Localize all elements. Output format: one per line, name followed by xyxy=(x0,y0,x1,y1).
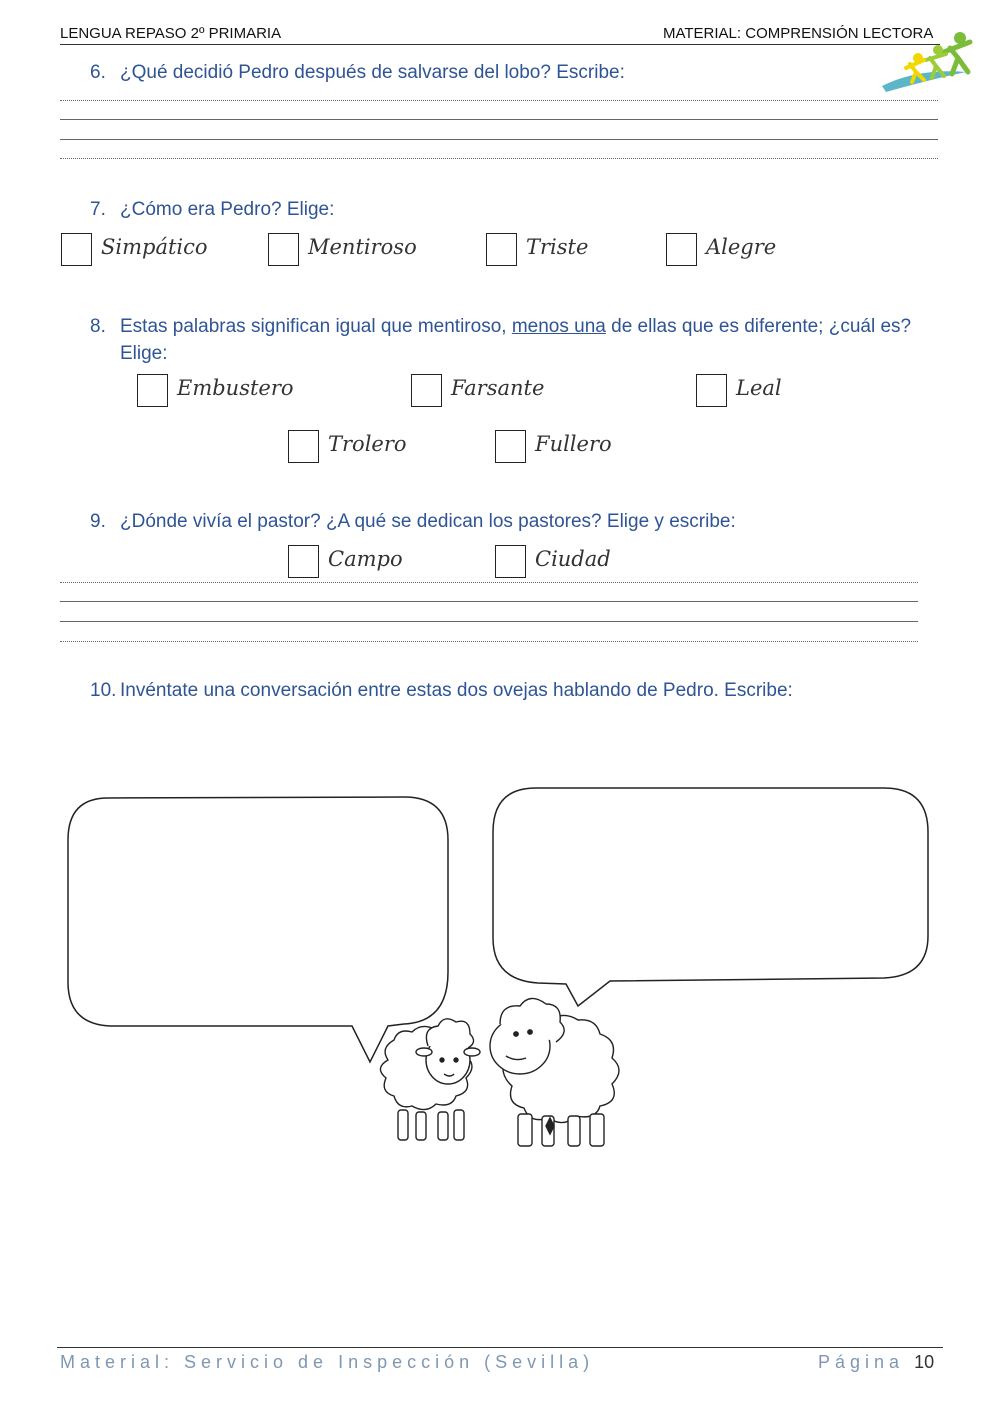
question-6 xyxy=(90,62,625,84)
checkbox[interactable] xyxy=(61,233,92,266)
checkbox[interactable] xyxy=(486,233,517,266)
option-label: Alegre xyxy=(706,235,777,259)
checkbox[interactable] xyxy=(137,374,168,407)
children-logo-icon xyxy=(878,28,974,94)
option-label: Fullero xyxy=(535,432,612,456)
question-7 xyxy=(90,199,334,221)
checkbox[interactable] xyxy=(495,430,526,463)
question-8 xyxy=(90,313,950,367)
option-label: Campo xyxy=(328,547,403,571)
footer-left: Material: Servicio de Inspección (Sevilla) xyxy=(60,1352,595,1372)
answer-line[interactable] xyxy=(60,641,918,642)
header-left: LENGUA REPASO 2º PRIMARIA xyxy=(60,25,282,42)
question-7-text: ¿Cómo era Pedro? Elige: xyxy=(120,199,335,220)
question-9 xyxy=(90,511,736,533)
question-8-text-before: Estas palabras significan igual que mentiroso, xyxy=(120,316,512,337)
answer-line[interactable] xyxy=(60,100,938,101)
checkbox[interactable] xyxy=(696,374,727,407)
checkbox[interactable] xyxy=(288,430,319,463)
option-label: Mentiroso xyxy=(308,235,417,259)
header-divider xyxy=(60,44,940,45)
answer-line[interactable] xyxy=(60,158,938,159)
page-number: 10 xyxy=(914,1352,935,1372)
question-10-text: Invéntate una conversación entre estas dos ovejas hablando de Pedro. Escribe: xyxy=(120,680,793,701)
footer-divider xyxy=(57,1347,943,1348)
question-6-text: ¿Qué decidió Pedro después de salvarse del lobo? Escribe: xyxy=(120,62,625,83)
answer-line[interactable] xyxy=(60,119,938,120)
option-label: Simpático xyxy=(101,235,208,259)
checkbox[interactable] xyxy=(288,545,319,578)
answer-line[interactable] xyxy=(60,601,918,602)
option-label: Ciudad xyxy=(535,547,611,571)
checkbox[interactable] xyxy=(495,545,526,578)
question-7-number: 7. xyxy=(90,199,106,220)
sheep-illustration xyxy=(368,990,638,1160)
question-8-text-after: de ellas que es diferente; ¿cuál es? xyxy=(605,316,912,337)
footer-page xyxy=(818,1352,934,1373)
question-6-number: 6. xyxy=(90,62,106,83)
checkbox[interactable] xyxy=(411,374,442,407)
answer-line[interactable] xyxy=(60,621,918,622)
option-label: Embustero xyxy=(177,376,294,400)
answer-line[interactable] xyxy=(60,139,938,140)
option-label: Farsante xyxy=(451,376,545,400)
question-9-text: ¿Dónde vivía el pastor? ¿A qué se dedican los pastores? Elige y escribe: xyxy=(120,511,736,532)
option-label: Leal xyxy=(736,376,782,400)
question-8-underlined: menos una xyxy=(511,316,606,337)
option-label: Trolero xyxy=(328,432,407,456)
question-10-number: 10. xyxy=(90,680,117,701)
question-8-text-line2: Elige: xyxy=(120,343,168,364)
option-label: Triste xyxy=(526,235,589,259)
checkbox[interactable] xyxy=(268,233,299,266)
speech-bubble-right xyxy=(493,788,928,1006)
answer-line[interactable] xyxy=(60,582,918,583)
question-10 xyxy=(90,680,793,702)
question-8-number: 8. xyxy=(90,316,106,337)
header-right: MATERIAL: COMPRENSIÓN LECTORA xyxy=(663,25,934,42)
checkbox[interactable] xyxy=(666,233,697,266)
question-9-number: 9. xyxy=(90,511,106,532)
footer-page-label: Página xyxy=(818,1352,905,1372)
